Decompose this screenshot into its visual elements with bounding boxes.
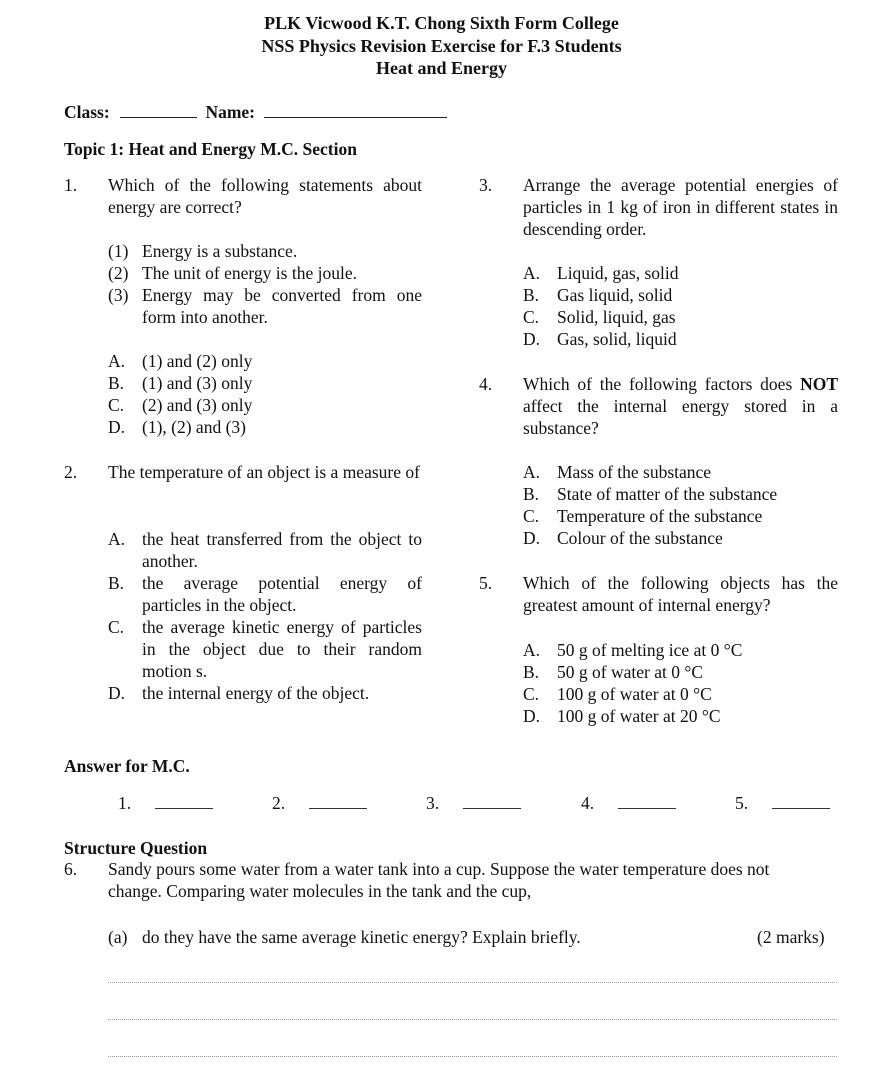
option-a[interactable]: A. (1) and (2) only <box>108 351 253 371</box>
option-d[interactable]: D. 100 g of water at 20 °C <box>523 706 721 726</box>
option-a[interactable]: A. the heat transferred from the object to another. <box>108 529 422 571</box>
class-label: Class: <box>64 102 110 122</box>
answer-4-field[interactable] <box>618 792 676 809</box>
option-b[interactable]: B. (1) and (3) only <box>108 373 253 393</box>
answer-3: 3. <box>426 792 521 814</box>
option-c[interactable]: C. (2) and (3) only <box>108 395 253 415</box>
answer-line-1[interactable] <box>108 982 837 983</box>
answer-2-field[interactable] <box>309 792 367 809</box>
statement-2: (2) The unit of energy is the joule. <box>108 263 357 283</box>
answer-2: 2. <box>272 792 367 814</box>
topic-title: Heat and Energy <box>375 58 507 78</box>
question-number: 6. <box>64 859 78 879</box>
option-b[interactable]: B. the average potential energy of particles in the object. <box>108 573 422 615</box>
document-header <box>0 12 883 80</box>
answer-line-2[interactable] <box>108 1019 837 1020</box>
name-label: Name: <box>205 102 256 122</box>
question-stem: Arrange the average potential energies of particles in 1 kg of iron in different states in descending order. <box>523 175 839 239</box>
question-number: 2. <box>64 462 78 482</box>
answer-4: 4. <box>581 792 676 814</box>
option-b[interactable]: B. State of matter of the substance <box>523 484 778 504</box>
question-stem: Which of the following factors does NOT affect the internal energy stored in a substance? <box>523 374 838 438</box>
question-stem-line-1: Sandy pours some water from a water tank into a cup. Suppose the water temperature does not <box>108 859 770 879</box>
option-d[interactable]: D. Colour of the substance <box>523 528 723 548</box>
question-stem: Which of the following statements about energy are correct? <box>108 175 422 217</box>
exercise-subtitle: NSS Physics Revision Exercise for F.3 Students <box>261 35 622 56</box>
emphasis-not: NOT <box>800 374 838 394</box>
answer-1: 1. <box>118 792 213 814</box>
option-a[interactable]: A. Liquid, gas, solid <box>523 263 679 283</box>
section-title: Topic 1: Heat and Energy M.C. Section <box>64 139 357 159</box>
part-a: (a) do they have the same average kinetic energy? Explain briefly. <box>108 927 581 947</box>
class-field[interactable] <box>120 103 197 118</box>
option-a[interactable]: A. 50 g of melting ice at 0 °C <box>523 640 743 660</box>
statement-3: (3) Energy may be converted from one form into another. <box>108 285 422 327</box>
question-stem: Which of the following objects has the greatest amount of internal energy? <box>523 573 838 615</box>
answer-1-field[interactable] <box>155 792 213 809</box>
question-number: 1. <box>64 175 78 195</box>
answer-3-field[interactable] <box>463 792 521 809</box>
question-stem: The temperature of an object is a measure of <box>108 462 420 482</box>
option-b[interactable]: B. Gas liquid, solid <box>523 285 673 305</box>
option-a[interactable]: A. Mass of the substance <box>523 462 712 482</box>
statement-1: (1) Energy is a substance. <box>108 241 298 261</box>
question-stem-line-2: change. Comparing water molecules in the tank and the cup, <box>108 881 532 901</box>
option-d[interactable]: D. Gas, solid, liquid <box>523 329 677 349</box>
question-number: 4. <box>479 374 493 394</box>
option-c[interactable]: C. the average kinetic energy of particles in the object due to their random motion s. <box>108 617 423 681</box>
option-d[interactable]: D. (1), (2) and (3) <box>108 417 246 437</box>
student-info-row <box>64 101 447 123</box>
option-c[interactable]: C. Solid, liquid, gas <box>523 307 676 327</box>
option-c[interactable]: C. 100 g of water at 0 °C <box>523 684 712 704</box>
question-number: 3. <box>479 175 493 195</box>
answer-5: 5. <box>735 792 830 814</box>
part-a-marks: (2 marks) <box>757 927 825 947</box>
option-c[interactable]: C. Temperature of the substance <box>523 506 763 526</box>
option-d[interactable]: D. the internal energy of the object. <box>108 683 370 703</box>
school-name: PLK Vicwood K.T. Chong Sixth Form College <box>264 13 619 33</box>
answer-5-field[interactable] <box>772 792 830 809</box>
answers-title: Answer for M.C. <box>64 756 190 776</box>
option-b[interactable]: B. 50 g of water at 0 °C <box>523 662 703 682</box>
question-number: 5. <box>479 573 493 593</box>
name-field[interactable] <box>264 103 447 118</box>
answer-line-3[interactable] <box>108 1056 837 1057</box>
structure-title: Structure Question <box>64 838 208 858</box>
